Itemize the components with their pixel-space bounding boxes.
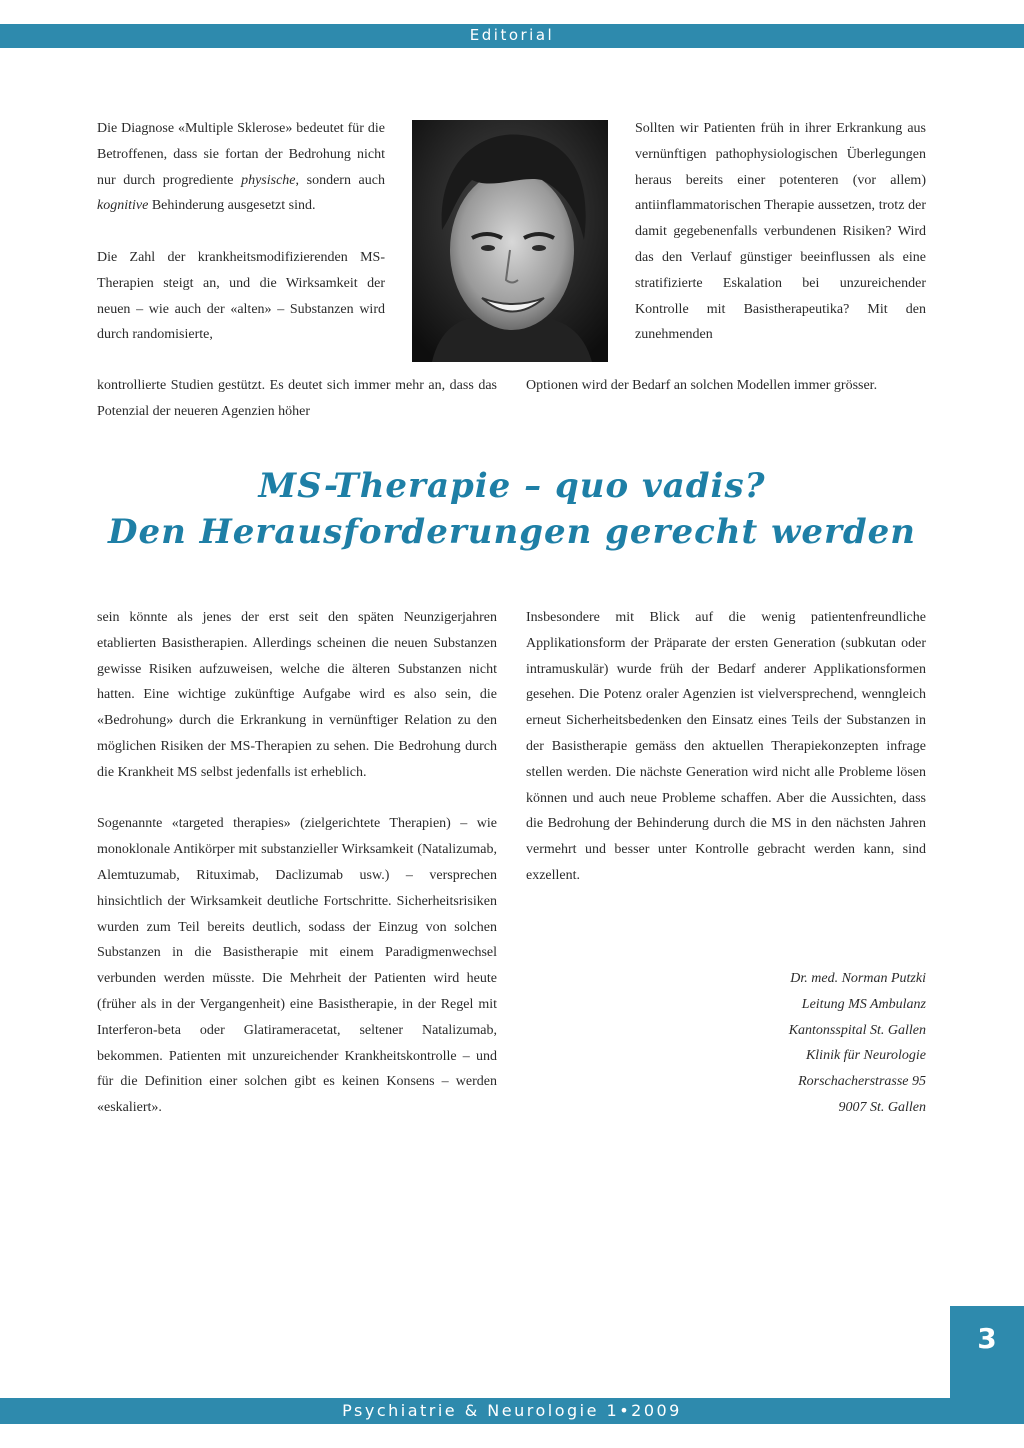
- section-label: Editorial: [469, 26, 555, 44]
- body-paragraph-3: Insbesondere mit Blick auf die wenig patientenfreundliche Applikationsform der Präparate der ersten Generation (subkutan oder intramuskulär) wurde früh der Bedarf anderer Applikationsformen gesehen. Die Potenz oraler Agenzien ist vielversprechend, wenngleich erneut Sicherheitsbedenken den Einsatz eines Teils der Substanzen in der Basistherapie gemäss den aktuellen Therapiekonzepten infrage stellen werden. Die nächste Generation wird nicht alle Probleme lösen können und auch neue Probleme schaffen. Aber die Aussichten, dass die Bedrohung der Behinderung durch die MS in den nächsten Jahren vermehrt und besser unter Kontrolle gebracht werden kann, sind exzellent.: [526, 610, 926, 883]
- text-run: , sondern auch: [295, 172, 385, 188]
- author-hospital: Kantonsspital St. Gallen: [788, 1022, 926, 1038]
- journal-name: Psychiatrie & Neurologie 1•2009: [342, 1401, 682, 1420]
- intro-paragraph-2: Die Zahl der krankheitsmodifizierenden MS-Therapien steigt an, und die Wirksamkeit der neuen – wie auch der «alten» – Substanzen wird durch randomisierte,: [97, 249, 385, 343]
- intro-left-wide: [97, 373, 497, 425]
- author-name: Dr. med. Norman Putzki: [790, 971, 926, 986]
- intro-paragraph-2-continued: kontrollierte Studien gestützt. Es deutet sich immer mehr an, dass das Potenzial der neueren Agenzien höher: [97, 378, 497, 419]
- author-photo: [412, 120, 608, 362]
- author-clinic: Klinik für Neurologie: [805, 1048, 926, 1064]
- page-number-box: [950, 1306, 1024, 1398]
- header-bar: [0, 24, 1024, 48]
- portrait-image: [412, 120, 608, 362]
- author-street: Rorschacherstrasse 95: [798, 1074, 926, 1090]
- intro-right-paragraph-continued: Optionen wird der Bedarf an solchen Modellen immer grösser.: [526, 378, 878, 393]
- author-city: 9007 St. Gallen: [838, 1099, 926, 1115]
- emphasis-text: kognitive: [97, 198, 149, 214]
- body-right-column: [526, 605, 926, 889]
- intro-right-column: [635, 116, 926, 348]
- intro-right-paragraph: Sollten wir Patienten früh in ihrer Erkrankung aus vernünftigen pathophysiologischen Überlegungen heraus bereits einer potenteren (vor allem) antiinflammatorischen Therapie aussetzen, trotz der damit gegebenenfalls verbundenen Risiken? Wird das den Verlauf günstiger beeinflussen als eine stratifizierte Eskalation bei unzureichender Kontrolle mit Basistherapeutika? Mit den zunehmenden: [635, 121, 926, 343]
- article-subtitle: Den Herausforderungen gerecht werden: [107, 512, 917, 552]
- body-paragraph-1: sein könnte als jenes der erst seit den späten Neunzigerjahren etablierten Basistherapien. Allerdings scheinen die neuen Substanzen gewisse Risiken aufzuweisen, welche die älteren Substanzen nicht hatten. Eine wichtige zukünftige Aufgabe wird es also sein, die «Bedrohung» durch die Erkrankung in vernünftiger Relation zu den möglichen Risiken der MS-Therapien zu sehen. Die Bedrohung durch die Krankheit MS selbst jedenfalls ist erheblich.: [97, 610, 497, 780]
- intro-right-wide: [526, 373, 926, 399]
- footer-bar: [0, 1398, 1024, 1424]
- author-signature: [526, 966, 926, 1121]
- body-paragraph-2: Sogenannte «targeted therapies» (zielgerichtete Therapien) – wie monoklonale Antikörper mit substanzieller Wirksamkeit (Natalizumab, Alemtuzumab, Rituximab, Daclizumab usw.) – versprechen hinsichtlich der Wirksamkeit deutliche Fortschritte. Sicherheitsrisiken wurden zum Teil bereits deutlich, sodass der Einzug von solchen Substanzen in die Basistherapie mit einem Paradigmenwechsel verbunden werden müsste. Die Mehrheit der Patienten wird heute (früher als in der Vergangenheit) eine Basistherapie, in der Regel mit Interferon-beta oder Glatirameracetat, seltener Natalizumab, bekommen. Patienten mit unzureichender Krankheitskontrolle – und für die Definition einer solchen gibt es keinen Konsens – werden «eskaliert».: [97, 816, 497, 1116]
- author-role: Leitung MS Ambulanz: [801, 996, 926, 1012]
- intro-left-column: [97, 116, 385, 348]
- page-number: 3: [977, 1322, 997, 1355]
- emphasis-text: physische: [241, 172, 296, 188]
- article-title: MS-Therapie – quo vadis?: [258, 466, 766, 506]
- text-run: Behinderung ausgesetzt sind.: [148, 198, 316, 214]
- intro-paragraph-1: [97, 116, 385, 219]
- text-run: Die Diagnose «Multiple Sklerose» bedeutet für die Betroffenen, dass sie fortan der Bedrohung nicht nur durch progrediente: [97, 121, 385, 188]
- body-left-column: [97, 605, 497, 1121]
